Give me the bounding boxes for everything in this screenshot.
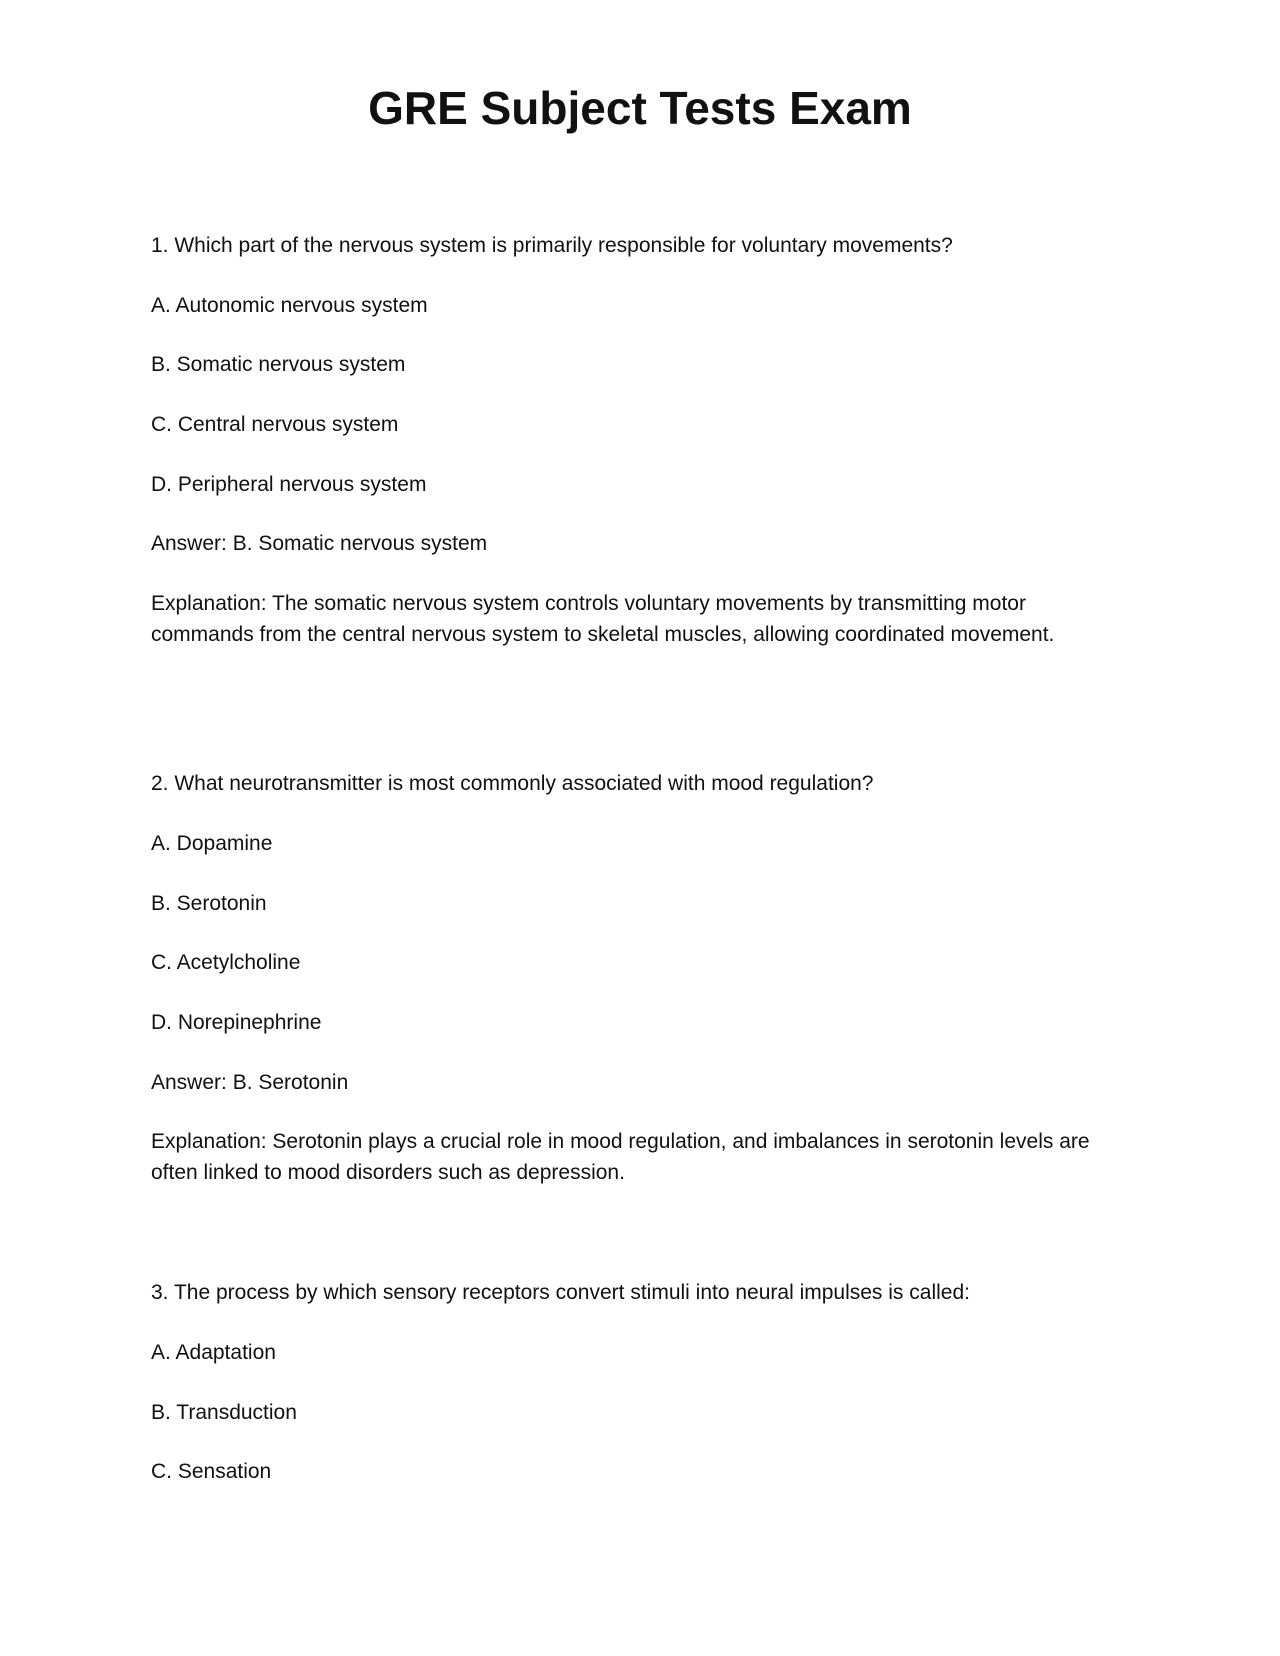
question-2-option-a: A. Dopamine <box>151 832 273 855</box>
question-2-option-c: C. Acetylcholine <box>151 951 301 974</box>
question-1-explanation: Explanation: The somatic nervous system controls voluntary movements by transmitting motor commands from the central nervous system to skeletal muscles, allowing coordinated movement. <box>151 592 1055 646</box>
question-3-option-b: B. Transduction <box>151 1401 297 1424</box>
question-1-option-d: D. Peripheral nervous system <box>151 473 427 496</box>
question-1-option-a: A. Autonomic nervous system <box>151 294 428 317</box>
question-1-answer: Answer: B. Somatic nervous system <box>151 532 488 555</box>
question-3-option-a: A. Adaptation <box>151 1341 276 1364</box>
question-3-option-c: C. Sensation <box>151 1460 272 1483</box>
question-1-option-c: C. Central nervous system <box>151 413 399 436</box>
question-1-text: 1. Which part of the nervous system is primarily responsible for voluntary movements? <box>151 234 953 257</box>
question-1-option-b: B. Somatic nervous system <box>151 353 406 376</box>
question-2-option-b: B. Serotonin <box>151 892 267 915</box>
question-2-text: 2. What neurotransmitter is most commonly associated with mood regulation? <box>151 772 874 795</box>
page-title: GRE Subject Tests Exam <box>368 82 912 134</box>
question-2-answer: Answer: B. Serotonin <box>151 1071 349 1094</box>
question-2-option-d: D. Norepinephrine <box>151 1011 322 1034</box>
question-3-text: 3. The process by which sensory receptors convert stimuli into neural impulses is called: <box>151 1281 970 1304</box>
question-2-explanation: Explanation: Serotonin plays a crucial role in mood regulation, and imbalances in serotonin levels are often linked to mood disorders such as depression. <box>151 1130 1090 1184</box>
